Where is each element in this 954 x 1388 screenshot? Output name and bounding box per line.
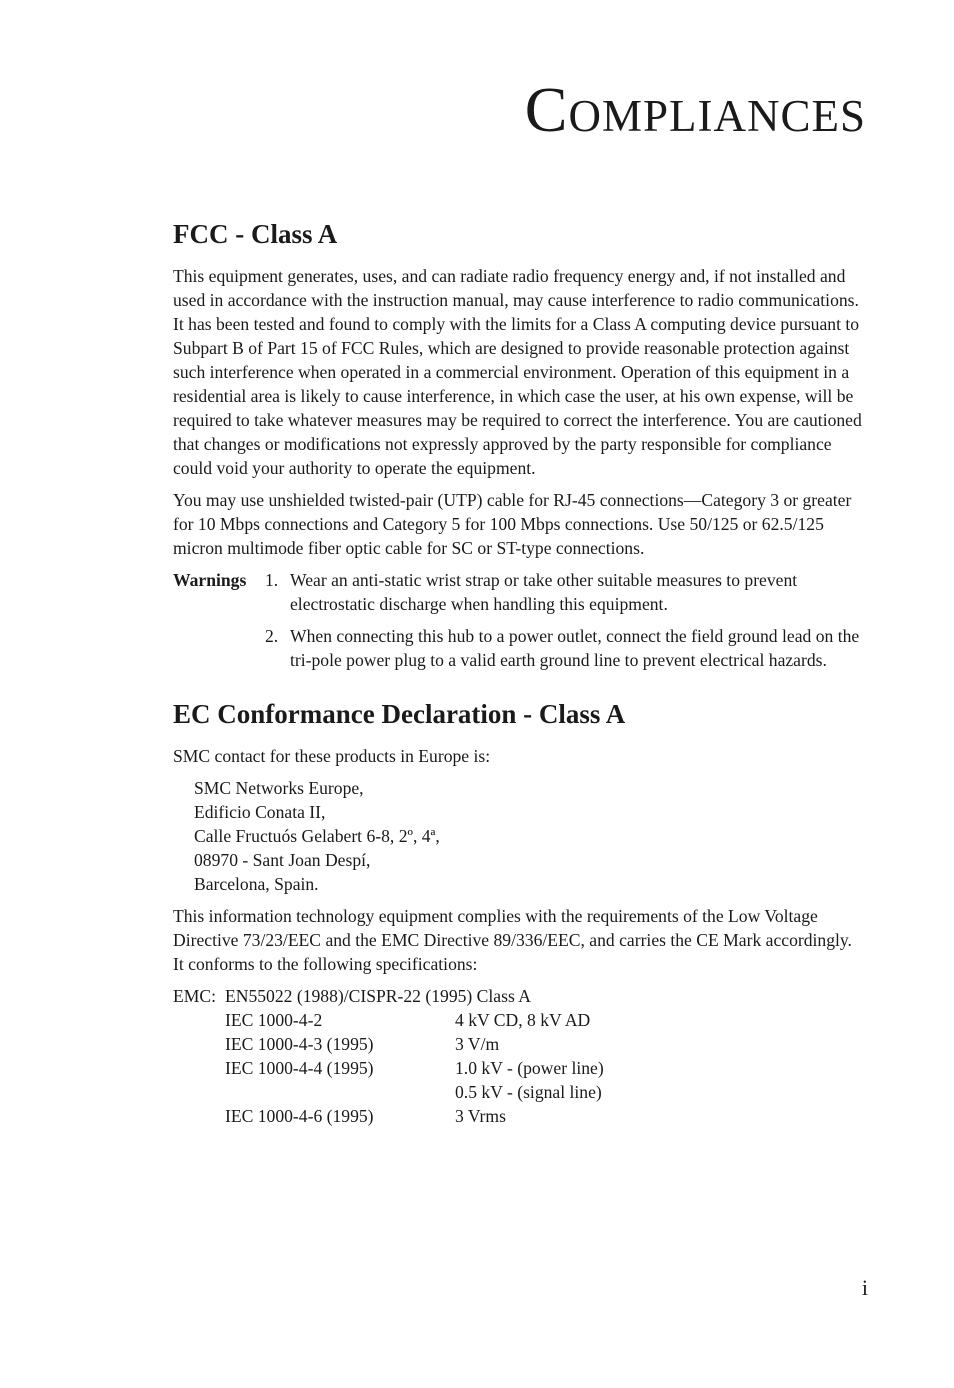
warning-text: When connecting this hub to a power outlet, connect the field ground lead on the tri-pole power plug to a valid earth ground line to prevent electrical hazards.	[290, 626, 860, 670]
warning-item	[173, 568, 865, 616]
emc-label: EMC:	[173, 986, 217, 1006]
fcc-paragraph-2: You may use unshielded twisted-pair (UTP) cable for RJ-45 connections—Category 3 or greater for 10 Mbps connections and Category 5 for 100 Mbps connections. Use 50/125 or 62.5/125 micron multimode fiber optic cable for SC or ST-type connections.	[173, 490, 852, 558]
address-block	[194, 776, 865, 896]
warning-number: 1.	[265, 570, 279, 590]
fcc-heading: FCC - Class A	[173, 219, 338, 249]
content-body	[173, 218, 865, 1128]
page-number: i	[861, 1275, 868, 1300]
emc-row	[173, 1080, 865, 1104]
emc-row	[173, 984, 865, 1008]
address-line: 08970 - Sant Joan Despí,	[194, 850, 371, 870]
ec-paragraph: This information technology equipment complies with the requirements of the Low Voltage Directive 73/23/EEC and the EMC Directive 89/336/EEC, and carries the CE Mark accordingly. It conforms to the following specifications:	[173, 906, 852, 974]
emc-row	[173, 1104, 865, 1128]
emc-standard: IEC 1000-4-4 (1995)	[225, 1058, 374, 1078]
page-title: Compliances	[524, 74, 866, 145]
emc-row	[173, 1056, 865, 1080]
ec-heading: EC Conformance Declaration - Class A	[173, 699, 626, 729]
emc-row	[173, 1032, 865, 1056]
emc-standard: IEC 1000-4-3 (1995)	[225, 1034, 374, 1054]
ec-section	[173, 698, 865, 1128]
emc-standard: IEC 1000-4-2	[225, 1010, 323, 1030]
address-line: Calle Fructuós Gelabert 6-8, 2º, 4ª,	[194, 826, 440, 846]
emc-value: 0.5 kV - (signal line)	[455, 1082, 602, 1102]
fcc-section	[173, 218, 865, 672]
emc-value: 3 Vrms	[455, 1106, 506, 1126]
warnings-label: Warnings	[173, 570, 247, 590]
emc-row	[173, 1008, 865, 1032]
emc-value: 4 kV CD, 8 kV AD	[455, 1010, 591, 1030]
emc-value: 3 V/m	[455, 1034, 500, 1054]
emc-standard	[225, 1080, 455, 1104]
warning-number: 2.	[265, 626, 279, 646]
warning-text: Wear an anti-static wrist strap or take other suitable measures to prevent electrostatic discharge when handling this equipment.	[290, 570, 798, 614]
fcc-paragraph-1: This equipment generates, uses, and can radiate radio frequency energy and, if not installed and used in accordance with the instruction manual, may cause interference to radio communications. It has been tested and found to comply with the limits for a Class A computing device pursuant to Subpart B of Part 15 of FCC Rules, which are designed to provide reasonable protection against such interference when operated in a commercial environment. Operation of this equipment in a residential area is likely to cause interference, in which case the user, at his own expense, will be required to take whatever measures may be required to correct the interference. You are cautioned that changes or modifications not expressly approved by the party responsible for compliance could void your authority to operate the equipment.	[173, 266, 862, 478]
address-line: SMC Networks Europe,	[194, 778, 364, 798]
emc-spec-table	[173, 984, 865, 1128]
emc-standard: IEC 1000-4-6 (1995)	[225, 1106, 374, 1126]
address-line: Barcelona, Spain.	[194, 874, 319, 894]
emc-value: 1.0 kV - (power line)	[455, 1058, 604, 1078]
warning-item	[173, 624, 865, 672]
address-line: Edificio Conata II,	[194, 802, 326, 822]
emc-standard: EN55022 (1988)/CISPR-22 (1995) Class A	[225, 986, 531, 1006]
ec-contact-intro: SMC contact for these products in Europe is:	[173, 746, 491, 766]
